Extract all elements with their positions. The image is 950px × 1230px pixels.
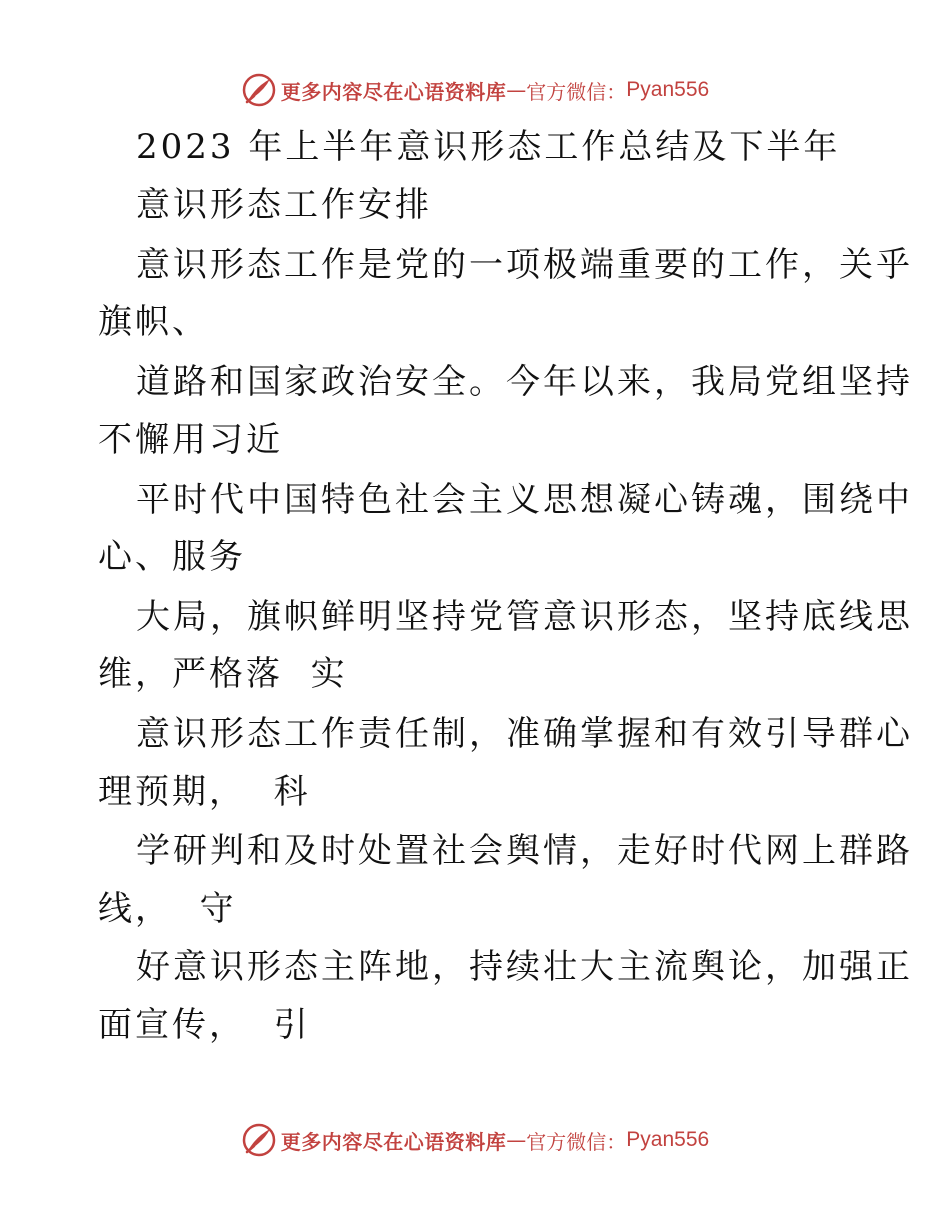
paragraph-line: 好意识形态主阵地，持续壮大主流舆论，加强正	[136, 947, 913, 987]
watermark-separator: —	[506, 1128, 527, 1152]
watermark-main-text: 更多内容尽在心语资料库	[280, 1129, 507, 1154]
paragraph-line: 学研判和及时处置社会舆情，走好时代网上群路	[136, 831, 913, 871]
watermark-label: 官方微信：	[526, 79, 627, 104]
paragraph-line: 大局，旗帜鲜明坚持党管意识形态，坚持底线思	[136, 597, 913, 637]
footer-watermark	[0, 1120, 950, 1160]
quill-logo-icon	[241, 72, 277, 108]
watermark-wechat-id: Pyan556	[626, 1128, 710, 1151]
watermark-label: 官方微信：	[526, 1129, 627, 1154]
paragraph-line: 维，严格落 实	[98, 654, 348, 694]
paragraph-line: 面宣传， 引	[98, 1005, 311, 1045]
doc-title-line-2: 意识形态工作安排	[136, 185, 432, 225]
paragraph-line: 心、服务	[98, 537, 246, 577]
paragraph-line: 意识形态工作责任制，准确掌握和有效引导群心	[136, 714, 913, 754]
paragraph-line: 旗帜、	[98, 302, 209, 342]
paragraph-line: 理预期， 科	[98, 772, 311, 812]
paragraph-line: 平时代中国特色社会主义思想凝心铸魂，围绕中	[136, 480, 913, 520]
paragraph-line: 线， 守	[98, 889, 237, 929]
watermark-separator: —	[506, 78, 527, 102]
watermark-wechat-id: Pyan556	[626, 78, 710, 101]
doc-title-line-1: 2023 年上半年意识形态工作总结及下半年	[136, 127, 841, 167]
quill-logo-icon	[241, 1122, 277, 1158]
header-watermark	[0, 70, 950, 110]
watermark-main-text: 更多内容尽在心语资料库	[280, 79, 507, 104]
paragraph-line: 道路和国家政治安全。今年以来，我局党组坚持	[136, 362, 913, 402]
paragraph-line: 不懈用习近	[98, 420, 283, 460]
paragraph-line: 意识形态工作是党的一项极端重要的工作，关乎	[136, 245, 913, 285]
